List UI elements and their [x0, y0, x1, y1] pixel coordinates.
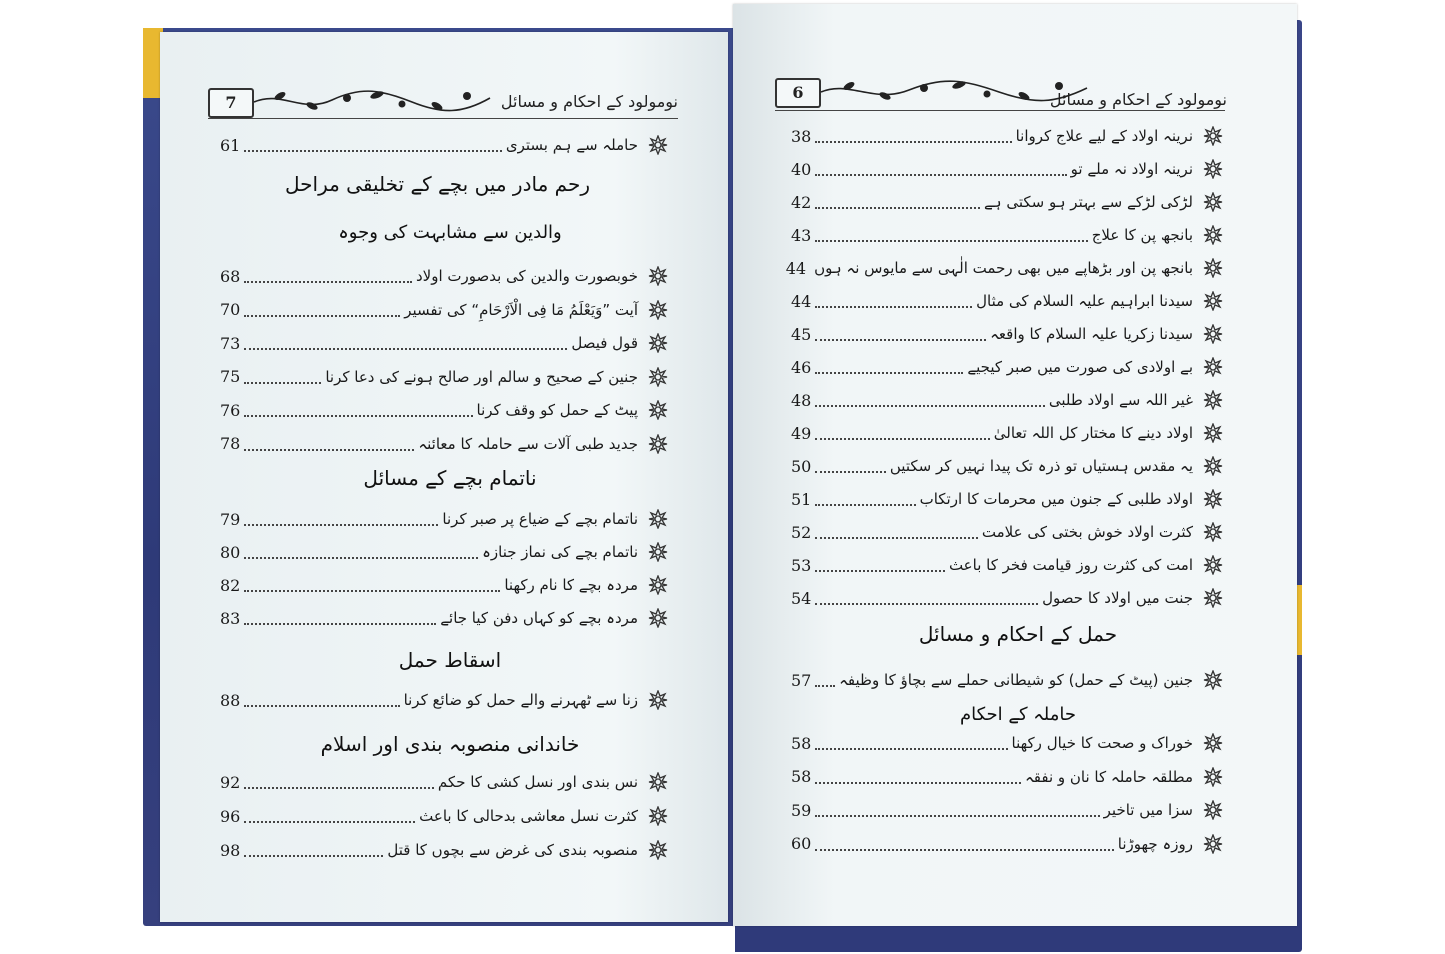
toc-entry-title: منصوبہ بندی کی غرض سے بچوں کا قتل: [387, 841, 638, 859]
toc-entry-page: 82: [220, 575, 241, 595]
left-page: [160, 32, 728, 922]
flower-bullet-icon: [648, 772, 668, 792]
page-number: 7: [208, 88, 254, 118]
flower-bullet-icon: [648, 400, 668, 420]
toc-entry: [220, 395, 668, 425]
flower-bullet-icon: [1203, 423, 1223, 443]
flower-bullet-icon: [1203, 522, 1223, 542]
toc-entry-page: 88: [220, 690, 241, 710]
toc-entry: [791, 319, 1223, 349]
toc-entry-page: 44: [785, 258, 807, 278]
toc-entry-title: اولاد طلبی کے جنون میں محرمات کا ارتکاب: [919, 490, 1193, 508]
toc-entry-page: 58: [791, 767, 812, 786]
toc-entry-page: 60: [791, 834, 812, 853]
toc-entry-title: قول فیصل: [571, 334, 638, 352]
section-heading: حمل کے احکام و مسائل: [918, 622, 1118, 646]
section-heading: اسقاط حمل: [398, 648, 502, 672]
flower-bullet-icon: [648, 434, 668, 454]
leader-dots: [244, 809, 415, 823]
toc-entry-page: 50: [791, 456, 812, 476]
toc-entry-page: 70: [220, 300, 241, 319]
toc-entry-title: مطلقہ حاملہ کا نان و نفقہ: [1024, 767, 1193, 786]
toc-entry-page: 51: [791, 489, 812, 509]
leader-dots: [244, 611, 436, 625]
flower-bullet-icon: [1203, 456, 1223, 476]
flower-bullet-icon: [1203, 489, 1223, 509]
section-heading: حاملہ کے احکام: [959, 704, 1076, 725]
toc-entry: [791, 484, 1223, 514]
toc-entry-page: 80: [220, 542, 241, 562]
leader-dots: [244, 512, 438, 526]
flower-bullet-icon: [648, 333, 668, 353]
toc-entry-title: پیٹ کے حمل کو وقف کرنا: [476, 401, 638, 419]
toc-entry-title: روزہ چھوڑنا: [1117, 834, 1193, 853]
flower-bullet-icon: [648, 135, 668, 155]
toc-entry-title: نس بندی اور نسل کشی کا حکم: [437, 773, 638, 791]
toc-entry-page: 68: [220, 266, 241, 286]
toc-entry: [220, 767, 668, 797]
toc-entry: [791, 220, 1223, 250]
toc-entry-title: امت کی کثرت روز قیامت فخر کا باعث: [948, 556, 1193, 574]
toc-entry-title: غیر اللہ سے اولاد طلبی: [1048, 391, 1193, 409]
toc-entry-title: ناتمام بچے کی نماز جنازہ: [482, 543, 638, 561]
toc-entry-page: 98: [220, 840, 241, 860]
leader-dots: [244, 693, 399, 707]
leader-dots: [815, 327, 986, 341]
flower-bullet-icon: [1203, 670, 1223, 690]
section-heading: رحم مادر میں بچے کے تخلیقی مراحل: [285, 172, 590, 196]
toc-entry-title: جنین (پیٹ کے حمل) کو شیطانی حملے سے بچاؤ کا وظیفہ: [839, 671, 1193, 689]
section-heading: والدین سے مشابہت کی وجوہ: [338, 222, 562, 243]
toc-entry: [220, 295, 668, 325]
toc-entry: [791, 187, 1223, 217]
leader-dots: [244, 403, 472, 417]
toc-entry-title: زنا سے ٹھہرنے والے حمل کو ضائع کرنا: [403, 691, 638, 709]
leader-dots: [815, 525, 978, 539]
toc-entry-title: یہ مقدس ہستیاں تو ذرہ تک پیدا نہیں کر سکتیں: [889, 457, 1193, 475]
toc-entry-page: 44: [791, 291, 812, 311]
toc-entry-title: بانجھ پن کا علاج: [1091, 226, 1193, 244]
toc-entry-title: مردہ بچے کا نام رکھنا: [504, 576, 638, 594]
toc-entry: [791, 451, 1223, 481]
flower-bullet-icon: [1203, 291, 1223, 311]
toc-entry: [791, 550, 1223, 580]
leader-dots: [815, 195, 980, 209]
leader-dots: [244, 437, 414, 451]
toc-entry-page: 61: [220, 135, 241, 155]
toc-entry: [791, 517, 1223, 547]
flower-bullet-icon: [648, 575, 668, 595]
toc-entry-title: حاملہ سے ہم بستری: [505, 136, 638, 154]
toc-entry-title: خوراک و صحت کا خیال رکھنا: [1011, 734, 1193, 752]
flower-bullet-icon: [1203, 834, 1223, 854]
flower-bullet-icon: [1203, 324, 1223, 344]
toc-entry-title: بانجھ پن اور بڑھاپے میں بھی رحمت الٰہی سے مایوس نہ ہوں: [814, 259, 1193, 277]
leader-dots: [815, 770, 1021, 784]
flower-bullet-icon: [648, 300, 668, 320]
toc-entry: [791, 829, 1223, 859]
toc-entry: [220, 801, 668, 831]
toc-entry-title: جنین کے صحیح و سالم اور صالح ہونے کی دعا کرنا: [325, 367, 638, 386]
flower-bullet-icon: [1203, 555, 1223, 575]
toc-entry: [220, 504, 668, 534]
leader-dots: [815, 591, 1038, 605]
toc-entry: [220, 570, 668, 600]
leader-dots: [815, 360, 963, 374]
toc-entry: [220, 603, 668, 633]
running-title: نومولود کے احکام و مسائل: [1049, 90, 1227, 109]
toc-entry-page: 54: [791, 588, 812, 608]
flower-bullet-icon: [1203, 390, 1223, 410]
toc-entry: [220, 328, 668, 358]
toc-entry-page: 49: [791, 423, 812, 443]
leader-dots: [815, 837, 1113, 851]
leader-dots: [244, 138, 501, 152]
toc-entry-title: کثرت نسل معاشی بدحالی کا باعث: [419, 807, 638, 825]
leader-dots: [244, 775, 434, 789]
leader-dots: [244, 578, 500, 592]
flower-bullet-icon: [648, 840, 668, 860]
flower-bullet-icon: [1203, 767, 1223, 787]
leader-dots: [244, 336, 567, 350]
leader-dots: [244, 269, 412, 283]
flower-bullet-icon: [648, 509, 668, 529]
toc-entry-page: 78: [220, 434, 241, 453]
flower-bullet-icon: [648, 806, 668, 826]
toc-entry: [220, 685, 668, 715]
toc-entry: [791, 154, 1223, 184]
toc-entry-page: 59: [791, 800, 812, 820]
leader-dots: [815, 492, 915, 506]
leader-dots: [815, 426, 989, 440]
toc-entry-title: کثرت اولاد خوش بختی کی علامت: [981, 523, 1193, 541]
flower-bullet-icon: [648, 608, 668, 628]
toc-entry-page: 45: [791, 324, 812, 344]
flower-bullet-icon: [1203, 126, 1223, 146]
toc-entry-page: 92: [220, 772, 241, 792]
toc-entry-title: ناتمام بچے کے ضیاع پر صبر کرنا: [442, 510, 638, 528]
header-rule: [208, 118, 678, 119]
leader-dots: [815, 459, 886, 473]
flower-bullet-icon: [648, 266, 668, 286]
leader-dots: [244, 843, 383, 857]
toc-entry-title: نرینہ اولاد نہ ملے تو: [1070, 160, 1193, 178]
leader-dots: [815, 393, 1044, 407]
toc-entry-title: سیدنا ابراہیم علیہ السلام کی مثال: [976, 292, 1193, 310]
toc-entry-page: 96: [220, 806, 241, 826]
flower-bullet-icon: [1203, 800, 1223, 820]
flower-bullet-icon: [1203, 733, 1223, 753]
toc-entry-title: سزا میں تاخیر: [1103, 801, 1193, 819]
toc-entry: [220, 429, 668, 459]
leader-dots: [815, 129, 1011, 143]
toc-entry: [220, 537, 668, 567]
toc-entry: [785, 253, 1223, 283]
toc-entry: [791, 665, 1223, 695]
toc-entry-page: 75: [220, 367, 241, 386]
toc-entry-title: نرینہ اولاد کے لیے علاج کروانا: [1015, 127, 1193, 145]
toc-entry-title: سیدنا زکریا علیہ السلام کا واقعہ: [990, 325, 1193, 343]
floral-vine-ornament: [252, 86, 492, 116]
leader-dots: [244, 545, 478, 559]
toc-entry-page: 52: [791, 522, 812, 542]
floral-vine-ornament: [819, 76, 1089, 106]
leader-dots: [244, 303, 400, 317]
toc-entry-page: 48: [791, 390, 812, 410]
right-page: [733, 4, 1297, 926]
flower-bullet-icon: [648, 367, 668, 387]
leader-dots: [244, 370, 321, 384]
flower-bullet-icon: [1203, 588, 1223, 608]
leader-dots: [815, 162, 1066, 176]
toc-entry-page: 43: [791, 225, 812, 245]
toc-entry-title: لڑکی لڑکے سے بہتر ہو سکتی ہے: [984, 193, 1193, 211]
leader-dots: [815, 736, 1007, 750]
flower-bullet-icon: [648, 542, 668, 562]
toc-entry: [791, 286, 1223, 316]
header-rule: [775, 110, 1225, 111]
toc-entry-title: اولاد دینے کا مختار کل اللہ تعالیٰ: [993, 424, 1193, 442]
leader-dots: [815, 803, 1099, 817]
toc-entry-page: 58: [791, 733, 812, 753]
toc-entry: [220, 362, 668, 392]
toc-entry-page: 53: [791, 555, 812, 575]
toc-entry-page: 76: [220, 400, 241, 420]
toc-entry-title: بے اولادی کی صورت میں صبر کیجیے: [967, 358, 1193, 376]
toc-entry-title: جدید طبی آلات سے حاملہ کا معائنہ: [418, 434, 638, 453]
section-heading: ناتمام بچے کے مسائل: [363, 466, 537, 490]
toc-entry-page: 79: [220, 509, 241, 529]
section-heading: خاندانی منصوبہ بندی اور اسلام: [320, 732, 580, 756]
toc-entry: [791, 352, 1223, 382]
flower-bullet-icon: [1203, 192, 1223, 212]
flower-bullet-icon: [648, 690, 668, 710]
toc-entry: [220, 261, 668, 291]
toc-entry-page: 57: [791, 670, 812, 690]
toc-entry: [791, 418, 1223, 448]
toc-entry: [791, 762, 1223, 792]
flower-bullet-icon: [1203, 225, 1223, 245]
running-title: نومولود کے احکام و مسائل: [500, 92, 678, 111]
toc-entry: [220, 835, 668, 865]
flower-bullet-icon: [1203, 159, 1223, 179]
toc-entry-page: 42: [791, 192, 812, 212]
toc-entry-title: مردہ بچے کو کہاں دفن کیا جائے: [440, 609, 638, 627]
toc-entry-title: جنت میں اولاد کا حصول: [1042, 589, 1193, 607]
toc-entry: [220, 130, 668, 160]
flower-bullet-icon: [1203, 258, 1223, 278]
toc-entry: [791, 583, 1223, 613]
page-number: 6: [775, 78, 821, 108]
toc-entry: [791, 385, 1223, 415]
toc-entry-page: 73: [220, 333, 241, 353]
toc-entry-page: 40: [791, 159, 812, 179]
toc-entry-page: 38: [791, 126, 812, 146]
toc-entry-page: 83: [220, 608, 241, 628]
leader-dots: [815, 294, 972, 308]
toc-entry: [791, 728, 1223, 758]
flower-bullet-icon: [1203, 357, 1223, 377]
leader-dots: [815, 558, 945, 572]
toc-entry-title: آیت ”وَیَعْلَمُ مَا فِی الْاَرْحَامِ“ کی تفسیر: [404, 300, 638, 319]
toc-entry: [791, 121, 1223, 151]
leader-dots: [815, 673, 835, 687]
leader-dots: [815, 228, 1087, 242]
toc-entry-page: 46: [791, 357, 812, 377]
toc-entry: [791, 795, 1223, 825]
toc-entry-title: خوبصورت والدین کی بدصورت اولاد: [415, 267, 638, 285]
